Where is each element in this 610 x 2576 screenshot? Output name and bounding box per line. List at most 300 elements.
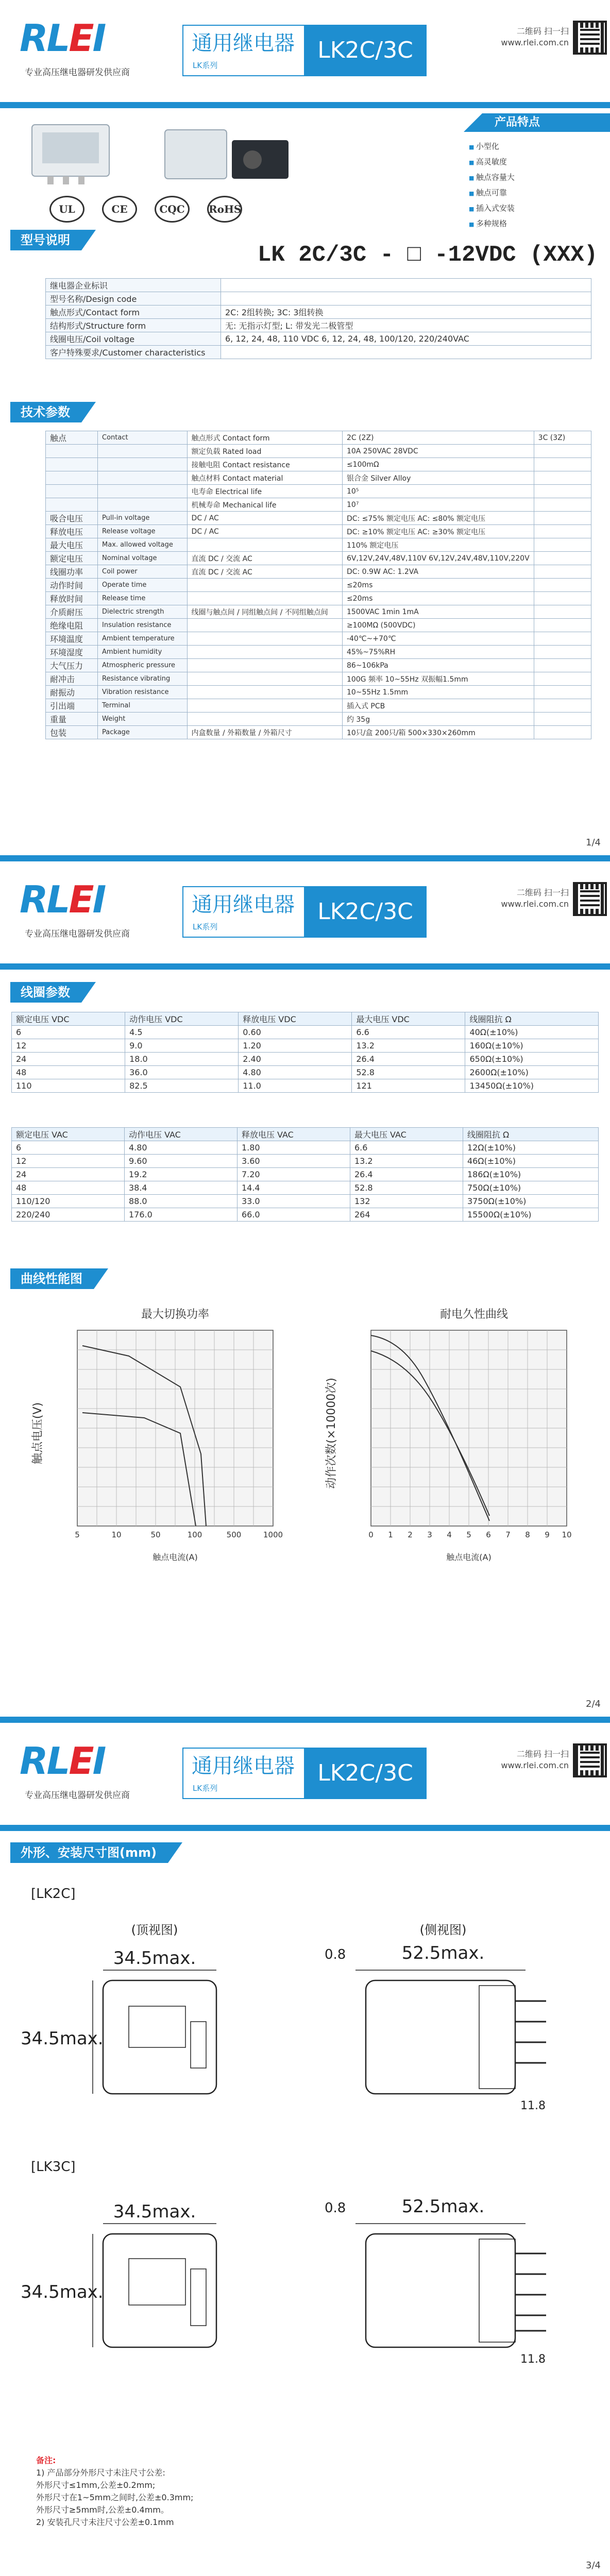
table-row xyxy=(46,498,591,512)
table-row xyxy=(46,579,591,592)
curves-section-title: 曲线性能图 xyxy=(10,1268,94,1289)
param-value: 10只/盒 200只/箱 500×330×260mm xyxy=(342,726,534,739)
param-en: Contact xyxy=(98,431,188,445)
product-photo-2 xyxy=(155,120,299,187)
table-row xyxy=(12,1181,599,1195)
header-bar xyxy=(0,1825,610,1831)
note-line: 外形尺寸≥5mm时,公差±0.4mm。 xyxy=(36,2505,169,2515)
param-sub xyxy=(187,632,342,646)
table-cell: 14.4 xyxy=(237,1181,350,1195)
param-en: Max. allowed voltage xyxy=(98,538,188,552)
param-cn: 耐振动 xyxy=(46,686,98,699)
note-line: 外形尺寸≤1mm,公差±0.2mm; xyxy=(36,2480,156,2490)
doc-title: 通用继电器 xyxy=(192,1754,295,1778)
column-header: 线圈阻抗 Ω xyxy=(463,1128,598,1141)
features-list xyxy=(469,139,515,232)
table-cell: 9.0 xyxy=(125,1039,239,1053)
rohs-cert-icon: RoHS xyxy=(207,196,242,223)
row-label: 型号名称/Design code xyxy=(46,292,221,306)
dims-notes xyxy=(36,2454,193,2529)
qr-code-icon xyxy=(573,882,607,916)
note-line: 外形尺寸在1~5mm之间时,公差±0.3mm; xyxy=(36,2493,194,2502)
table-cell: 132 xyxy=(350,1195,463,1208)
table-cell: 40Ω(±10%) xyxy=(465,1026,599,1039)
model-label: LK2C/3C xyxy=(304,25,427,76)
param-value: -40℃~+70℃ xyxy=(342,632,534,646)
table-row xyxy=(46,346,591,359)
param-en: Coil power xyxy=(98,565,188,579)
table-row xyxy=(12,1026,599,1039)
param-value: 100G 频率 10~55Hz 双振幅1.5mm xyxy=(342,672,534,686)
param-cn: 介质耐压 xyxy=(46,605,98,619)
tech-section-title: 技术参数 xyxy=(10,402,81,422)
column-header: 最大电压 VDC xyxy=(352,1012,465,1026)
param-value-2 xyxy=(534,538,591,552)
table-row xyxy=(46,458,591,471)
brand-logo: RLEI xyxy=(20,1739,105,1783)
site-url: www.rlei.com.cn xyxy=(501,899,569,909)
title-box xyxy=(182,1748,304,1799)
table-cell: 18.0 xyxy=(125,1053,239,1066)
row-label: 结构形式/Structure form xyxy=(46,319,221,332)
param-en: Pull-in voltage xyxy=(98,512,188,525)
param-en xyxy=(98,445,188,458)
param-cn: 释放电压 xyxy=(46,525,98,538)
feature-item: ■ 小型化 xyxy=(469,139,515,155)
column-header: 额定电压 VDC xyxy=(12,1012,125,1026)
table-cell: 24 xyxy=(12,1053,125,1066)
x-tick-label: 1000 xyxy=(263,1530,283,1539)
model-section-title: 型号说明 xyxy=(10,230,81,250)
note-line: 2) 安装孔尺寸未注尺寸公差±0.1mm xyxy=(36,2517,174,2527)
param-sub xyxy=(187,686,342,699)
table-row xyxy=(46,279,591,292)
qr-code-icon xyxy=(573,21,607,55)
ce-cert-icon: CE xyxy=(102,196,137,223)
param-sub: DC / AC xyxy=(187,525,342,538)
param-value: 2C (2Z) xyxy=(342,431,534,445)
table-cell: 26.4 xyxy=(350,1168,463,1181)
column-header: 释放电压 VAC xyxy=(237,1128,350,1141)
param-value-2 xyxy=(534,512,591,525)
param-value-2 xyxy=(534,592,591,605)
param-cn: 动作时间 xyxy=(46,579,98,592)
param-sub xyxy=(187,699,342,713)
param-sub: 线圈与触点间 / 同组触点间 / 不同组触点间 xyxy=(187,605,342,619)
page-header xyxy=(0,1723,610,1841)
qr-caption-block xyxy=(501,887,569,910)
param-value: DC: 0.9W AC: 1.2VA xyxy=(342,565,534,579)
width-dim: 34.5max. xyxy=(113,1948,196,1969)
x-tick-label: 8 xyxy=(525,1530,530,1539)
param-en: Package xyxy=(98,726,188,739)
param-cn: 触点 xyxy=(46,431,98,445)
table-cell: 121 xyxy=(352,1079,465,1093)
table-row xyxy=(46,713,591,726)
table-row xyxy=(46,686,591,699)
param-en: Operate time xyxy=(98,579,188,592)
table-cell: 220/240 xyxy=(12,1208,125,1222)
param-sub xyxy=(187,538,342,552)
page-3 xyxy=(0,1723,610,2576)
param-cn: 环境湿度 xyxy=(46,646,98,659)
x-tick-label: 9 xyxy=(545,1530,550,1539)
pin-dim: 0.8 xyxy=(325,2200,346,2216)
param-en: Resistance vibrating xyxy=(98,672,188,686)
table-cell: 176.0 xyxy=(124,1208,237,1222)
param-cn xyxy=(46,485,98,498)
max-switching-chart xyxy=(26,1299,294,1567)
param-cn: 包装 xyxy=(46,726,98,739)
x-tick-label: 50 xyxy=(150,1530,161,1539)
param-cn: 引出端 xyxy=(46,699,98,713)
table-cell: 264 xyxy=(350,1208,463,1222)
coil-ac-table xyxy=(11,1127,599,1222)
table-row xyxy=(12,1053,599,1066)
table-row xyxy=(46,485,591,498)
ul-cert-icon: UL xyxy=(49,196,84,223)
table-cell: 2600Ω(±10%) xyxy=(465,1066,599,1079)
row-value: 无: 无指示灯型; L: 带发光二极管型 xyxy=(221,319,591,332)
note-line: 1) 产品部分外形尺寸未注尺寸公差: xyxy=(36,2468,165,2478)
table-row xyxy=(12,1141,599,1155)
x-axis-label: 触点电流(A) xyxy=(446,1552,492,1562)
param-value: ≤100mΩ xyxy=(342,458,534,471)
column-header: 线圈阻抗 Ω xyxy=(465,1012,599,1026)
x-tick-label: 500 xyxy=(226,1530,242,1539)
param-sub xyxy=(187,579,342,592)
param-cn xyxy=(46,445,98,458)
table-row xyxy=(12,1208,599,1222)
table-row xyxy=(46,512,591,525)
table-row xyxy=(46,632,591,646)
feature-item: ■ 触点容量大 xyxy=(469,170,515,185)
table-cell: 4.5 xyxy=(125,1026,239,1039)
table-row xyxy=(46,292,591,306)
param-value-2 xyxy=(534,485,591,498)
table-cell: 650Ω(±10%) xyxy=(465,1053,599,1066)
param-en: Nominal voltage xyxy=(98,552,188,565)
series-label: LK系列 xyxy=(193,1784,218,1793)
x-tick-label: 5 xyxy=(75,1530,80,1539)
width-dim: 34.5max. xyxy=(113,2201,196,2222)
table-row xyxy=(12,1039,599,1053)
page-number: 3/4 xyxy=(586,2560,601,2571)
param-value: ≤20ms xyxy=(342,592,534,605)
coil-section-title: 线圈参数 xyxy=(10,982,81,1003)
notes-title: 备注: xyxy=(36,2455,56,2465)
param-value-2 xyxy=(534,659,591,672)
table-row xyxy=(46,552,591,565)
param-value-2 xyxy=(534,686,591,699)
x-tick-label: 10 xyxy=(562,1530,572,1539)
param-value: 1500VAC 1min 1mA xyxy=(342,605,534,619)
param-value-2 xyxy=(534,632,591,646)
table-cell: 6 xyxy=(12,1026,125,1039)
param-sub xyxy=(187,659,342,672)
table-row xyxy=(46,646,591,659)
table-cell: 66.0 xyxy=(237,1208,350,1222)
table-cell: 13.2 xyxy=(350,1155,463,1168)
param-value: 银合金 Silver Alloy xyxy=(342,471,534,485)
table-cell: 13450Ω(±10%) xyxy=(465,1079,599,1093)
title-box xyxy=(182,886,304,938)
x-tick-label: 100 xyxy=(187,1530,202,1539)
param-en: Terminal xyxy=(98,699,188,713)
table-cell: 6.6 xyxy=(352,1026,465,1039)
slogan: 专业高压继电器研发供应商 xyxy=(25,1790,130,1801)
site-url: www.rlei.com.cn xyxy=(501,1760,569,1770)
table-cell: 52.8 xyxy=(350,1181,463,1195)
slogan: 专业高压继电器研发供应商 xyxy=(25,929,130,939)
param-value: 6V,12V,24V,48V,110V 6V,12V,24V,48V,110V,220V xyxy=(342,552,534,565)
page-bar xyxy=(0,855,610,861)
table-row xyxy=(12,1195,599,1208)
top-view-label: (顶视图) xyxy=(131,1923,178,1937)
param-value: 10A 250VAC 28VDC xyxy=(342,445,534,458)
x-tick-label: 7 xyxy=(505,1530,511,1539)
table-row xyxy=(46,659,591,672)
param-sub: 直流 DC / 交流 AC xyxy=(187,565,342,579)
table-cell: 2.40 xyxy=(239,1053,352,1066)
header-bar xyxy=(0,102,610,108)
x-tick-label: 10 xyxy=(111,1530,122,1539)
param-value-2 xyxy=(534,579,591,592)
x-tick-label: 1 xyxy=(388,1530,393,1539)
param-cn: 重量 xyxy=(46,713,98,726)
table-cell: 48 xyxy=(12,1066,125,1079)
table-cell: 52.8 xyxy=(352,1066,465,1079)
param-sub xyxy=(187,672,342,686)
param-cn xyxy=(46,498,98,512)
life-curve-chart xyxy=(319,1299,587,1567)
param-cn: 吸合电压 xyxy=(46,512,98,525)
param-en: Release voltage xyxy=(98,525,188,538)
column-header: 动作电压 VDC xyxy=(125,1012,239,1026)
param-cn: 线圈功率 xyxy=(46,565,98,579)
x-tick-label: 0 xyxy=(368,1530,374,1539)
page-header xyxy=(0,861,610,980)
x-tick-label: 5 xyxy=(466,1530,471,1539)
param-en xyxy=(98,498,188,512)
param-value: 10⁷ xyxy=(342,498,534,512)
table-cell: 46Ω(±10%) xyxy=(463,1155,598,1168)
param-en: Atmospheric pressure xyxy=(98,659,188,672)
feature-item: ■ 触点可靠 xyxy=(469,185,515,201)
param-en xyxy=(98,471,188,485)
brand-logo: RLEI xyxy=(20,878,105,921)
param-value-2 xyxy=(534,726,591,739)
row-label: 客户特殊要求/Customer characteristics xyxy=(46,346,221,359)
param-sub xyxy=(187,592,342,605)
lk3c-label: [LK3C] xyxy=(31,2159,76,2175)
param-sub: 电寿命 Electrical life xyxy=(187,485,342,498)
pin-length-dim: 11.8 xyxy=(520,2099,546,2112)
param-en: Weight xyxy=(98,713,188,726)
doc-title: 通用继电器 xyxy=(192,893,295,917)
table-cell: 19.2 xyxy=(124,1168,237,1181)
table-row xyxy=(46,525,591,538)
table-cell: 88.0 xyxy=(124,1195,237,1208)
table-cell: 33.0 xyxy=(237,1195,350,1208)
param-value: 10~55Hz 1.5mm xyxy=(342,686,534,699)
y-axis-label: 触点电压(V) xyxy=(31,1402,44,1465)
table-cell: 0.60 xyxy=(239,1026,352,1039)
doc-title: 通用继电器 xyxy=(192,31,295,55)
table-cell: 110 xyxy=(12,1079,125,1093)
chart-title: 最大切换功率 xyxy=(141,1308,210,1321)
param-sub: 额定负载 Rated load xyxy=(187,445,342,458)
table-cell: 15500Ω(±10%) xyxy=(463,1208,598,1222)
param-sub: 内盒数量 / 外箱数量 / 外箱尺寸 xyxy=(187,726,342,739)
page-number: 1/4 xyxy=(586,837,601,848)
qr-code-icon xyxy=(573,1743,607,1777)
table-cell: 12 xyxy=(12,1039,125,1053)
column-header: 释放电压 VDC xyxy=(239,1012,352,1026)
table-row xyxy=(46,431,591,445)
param-value-2 xyxy=(534,458,591,471)
series-label: LK系列 xyxy=(193,61,218,70)
model-table xyxy=(45,278,591,359)
table-row xyxy=(46,592,591,605)
param-value-2 xyxy=(534,445,591,458)
param-en: Dielectric strength xyxy=(98,605,188,619)
model-code: LK 2C/3C - □ -12VDC (XXX) xyxy=(258,242,598,268)
param-value-2 xyxy=(534,552,591,565)
table-cell: 3750Ω(±10%) xyxy=(463,1195,598,1208)
page-1 xyxy=(0,0,610,861)
pin-dim: 0.8 xyxy=(325,1947,346,1962)
table-cell: 160Ω(±10%) xyxy=(465,1039,599,1053)
param-cn xyxy=(46,471,98,485)
param-cn: 大气压力 xyxy=(46,659,98,672)
table-row xyxy=(46,619,591,632)
table-cell: 26.4 xyxy=(352,1053,465,1066)
table-cell: 12Ω(±10%) xyxy=(463,1141,598,1155)
param-sub: 直流 DC / 交流 AC xyxy=(187,552,342,565)
column-header: 最大电压 VAC xyxy=(350,1128,463,1141)
features-title: 产品特点 xyxy=(464,113,610,132)
param-sub: 触点材料 Contact material xyxy=(187,471,342,485)
param-value: 45%~75%RH xyxy=(342,646,534,659)
qr-caption-block xyxy=(501,1749,569,1771)
param-en: Ambient humidity xyxy=(98,646,188,659)
depth-dim: 52.5max. xyxy=(401,2196,485,2217)
param-value: 110% 额定电压 xyxy=(342,538,534,552)
table-cell: 6.6 xyxy=(350,1141,463,1155)
param-value: ≤20ms xyxy=(342,579,534,592)
table-row xyxy=(46,445,591,458)
param-cn: 最大电压 xyxy=(46,538,98,552)
x-axis-label: 触点电流(A) xyxy=(152,1552,198,1562)
param-value: DC: ≥10% 额定电压 AC: ≥30% 额定电压 xyxy=(342,525,534,538)
feature-item: ■ 插入式安装 xyxy=(469,201,515,216)
page-header xyxy=(0,0,610,118)
model-label: LK2C/3C xyxy=(304,1748,427,1799)
qr-caption: 二维码 扫一扫 xyxy=(516,1749,569,1759)
row-label: 继电器企业标识 xyxy=(46,279,221,292)
y-axis-label: 动作次数(×10000次) xyxy=(325,1378,338,1489)
column-header: 额定电压 VAC xyxy=(12,1128,125,1141)
param-en: Release time xyxy=(98,592,188,605)
cert-marks xyxy=(49,196,242,223)
param-value-2 xyxy=(534,525,591,538)
x-tick-label: 6 xyxy=(486,1530,491,1539)
cqc-cert-icon: CQC xyxy=(155,196,190,223)
table-cell: 750Ω(±10%) xyxy=(463,1181,598,1195)
param-cn: 绝缘电阻 xyxy=(46,619,98,632)
series-label: LK系列 xyxy=(193,922,218,931)
table-cell: 4.80 xyxy=(124,1141,237,1155)
param-value: DC: ≤75% 额定电压 AC: ≤80% 额定电压 xyxy=(342,512,534,525)
table-cell: 11.0 xyxy=(239,1079,352,1093)
table-cell: 36.0 xyxy=(125,1066,239,1079)
table-row xyxy=(12,1168,599,1181)
param-sub xyxy=(187,646,342,659)
table-cell: 7.20 xyxy=(237,1168,350,1181)
x-tick-label: 3 xyxy=(427,1530,432,1539)
param-value: ≥100MΩ (500VDC) xyxy=(342,619,534,632)
param-value: 约 35g xyxy=(342,713,534,726)
row-label: 线圈电压/Coil voltage xyxy=(46,332,221,346)
param-sub: DC / AC xyxy=(187,512,342,525)
table-row xyxy=(12,1079,599,1093)
table-cell: 4.80 xyxy=(239,1066,352,1079)
param-value-2 xyxy=(534,672,591,686)
height-dim: 34.5max. xyxy=(21,2028,104,2049)
table-row xyxy=(46,672,591,686)
page-2 xyxy=(0,861,610,1723)
param-en xyxy=(98,458,188,471)
table-row xyxy=(46,605,591,619)
param-cn: 耐冲击 xyxy=(46,672,98,686)
table-cell: 1.20 xyxy=(239,1039,352,1053)
dims-section-title: 外形、安装尺寸图(mm) xyxy=(10,1842,168,1863)
row-value: 6, 12, 24, 48, 110 VDC 6, 12, 24, 48, 100/120, 220/240VAC xyxy=(221,332,591,346)
qr-caption: 二维码 扫一扫 xyxy=(516,26,569,36)
table-cell: 6 xyxy=(12,1141,125,1155)
qr-caption-block xyxy=(501,26,569,48)
column-header: 动作电压 VAC xyxy=(124,1128,237,1141)
x-tick-label: 4 xyxy=(447,1530,452,1539)
row-label: 触点形式/Contact form xyxy=(46,306,221,319)
param-value-2 xyxy=(534,619,591,632)
x-tick-label: 2 xyxy=(408,1530,413,1539)
param-cn: 额定电压 xyxy=(46,552,98,565)
row-value: 2C: 2组转换; 3C: 3组转换 xyxy=(221,306,591,319)
param-en xyxy=(98,485,188,498)
coil-dc-table xyxy=(11,1012,599,1093)
param-value-2: 3C (3Z) xyxy=(534,431,591,445)
height-dim: 34.5max. xyxy=(21,2282,104,2302)
table-row xyxy=(46,319,591,332)
param-en: Vibration resistance xyxy=(98,686,188,699)
table-cell: 1.80 xyxy=(237,1141,350,1155)
param-cn xyxy=(46,458,98,471)
feature-item: ■ 多种规格 xyxy=(469,216,515,232)
param-sub xyxy=(187,713,342,726)
param-cn: 释放时间 xyxy=(46,592,98,605)
slogan: 专业高压继电器研发供应商 xyxy=(25,67,130,78)
row-value xyxy=(221,279,591,292)
site-url: www.rlei.com.cn xyxy=(501,38,569,47)
table-row xyxy=(12,1155,599,1168)
table-row xyxy=(46,332,591,346)
param-cn: 环境温度 xyxy=(46,632,98,646)
table-cell: 82.5 xyxy=(125,1079,239,1093)
param-sub: 机械寿命 Mechanical life xyxy=(187,498,342,512)
table-cell: 13.2 xyxy=(352,1039,465,1053)
